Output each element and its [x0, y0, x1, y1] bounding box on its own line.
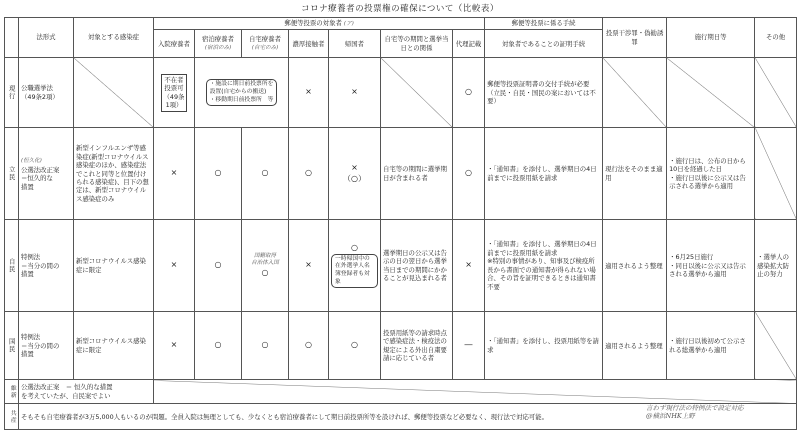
cdp-law: [19, 128, 74, 220]
header-effective-date: 施行期日等: [667, 18, 755, 58]
ldp-other: ・選挙人の感染拡大防止の努力: [755, 220, 797, 312]
header-row-1: [5, 18, 797, 30]
header-home-relation: 自宅等の期間と選挙当日との関係: [381, 30, 453, 58]
dpp-law: 特例法 ＝当分の間の 措置: [19, 312, 74, 380]
cdp-returnee: × （○）: [329, 128, 381, 220]
header-hospital: 入院療養者: [154, 30, 195, 58]
current-lodging-rounded-box: ・施設に期日前投票所を 設置(自宅からの搬送) ・移動期日前投票所 等: [206, 79, 278, 106]
ldp-relation: 選挙期日の公示又は告示の日の翌日から選挙当日までの期間にかかることが見込まれる者: [381, 220, 453, 312]
ldp-returnee-note: 一時帰国中の在外選挙人名簿登録者も対象: [331, 254, 378, 289]
current-proxy: ○: [453, 58, 485, 128]
current-other-na: [755, 58, 797, 128]
cdp-law-handwritten: (恒久化): [21, 158, 42, 165]
header-lodging-label: 宿泊療養者: [202, 34, 234, 43]
ldp-proxy: ×: [453, 220, 485, 312]
dpp-home: ○: [242, 312, 289, 380]
row-label-ldp: 自民: [5, 220, 19, 312]
header-close-contact: 濃厚接触者: [289, 30, 329, 58]
cdp-proof: ・「通知書」を添付し、選挙期日の4日前までに投票用紙を請求: [485, 128, 603, 220]
dpp-proof: ・「通知書」を添付し、投票用紙等を請求: [485, 312, 603, 380]
dpp-lodging: ○: [195, 312, 242, 380]
table-row-current: [5, 58, 797, 128]
current-returnee: ×: [329, 58, 381, 128]
ldp-disease: 新型コロナウイルス感染症に限定: [74, 220, 154, 312]
current-penalty-na: [603, 58, 667, 128]
ldp-home-handwritten: 国籍取得 自治体入国: [251, 253, 279, 267]
dpp-relation: 投票用紙等の請求時点で感染症法・検疫法の規定による外出自粛要請に応じている者: [381, 312, 453, 380]
header-procedure-group: 郵便等投票に係る手続: [485, 18, 603, 30]
ldp-home: [242, 220, 289, 312]
header-home-handwritten: (自宅のみ): [251, 45, 279, 52]
header-postal-voters-label: 郵便等投票の対象者: [284, 19, 342, 27]
ldp-home-mark: ○: [261, 267, 269, 277]
ldp-returnee: [329, 220, 381, 312]
ldp-law: 特例法 ＝当分の間の 措置: [19, 220, 74, 312]
dpp-disease: 新型コロナウイルス感染症に限定: [74, 312, 154, 380]
handwritten-bottom-note: 言わず現行法の特例法で設定対応 @横浜NHK上野: [646, 404, 744, 421]
row-label-ishin: 維新: [5, 380, 19, 404]
header-postal-handwritten: (ア): [343, 21, 354, 27]
header-proof-method: 対象者であることの証明手続: [485, 30, 603, 58]
header-returnee: 帰国者: [329, 30, 381, 58]
cdp-proxy: ○: [453, 128, 485, 220]
header-target-disease: 対象とする感染症: [74, 18, 154, 58]
current-lodging-note: [195, 58, 289, 128]
ldp-close-contact: ×: [289, 220, 329, 312]
header-law-type: 法形式: [19, 18, 74, 58]
current-close-contact: ×: [289, 58, 329, 128]
cdp-law-text: 公選法改正案 ＝恒久的な 措置: [21, 165, 60, 191]
cdp-penalty: 現行法をそのまま適用: [603, 128, 667, 220]
row-label-dpp: 国民: [5, 312, 19, 380]
ishin-rest-na: [154, 380, 797, 404]
row-label-jcp: 共産: [5, 404, 19, 430]
cdp-effective: ・施行日は、公布の日から10日を経過した日 ・施行日以後に公示又は告示される選挙から適用: [667, 128, 755, 220]
ldp-returnee-mark: ○: [351, 243, 358, 253]
header-lodging: [195, 30, 242, 58]
table-row-ishin: [5, 380, 797, 404]
ldp-lodging: ○: [195, 220, 242, 312]
current-hospital: [154, 58, 195, 128]
header-other: その他: [755, 18, 797, 58]
header-lodging-handwritten: (宿泊のみ): [204, 45, 232, 52]
current-hospital-absentee-box: 不在者 投票可 （49条 1項）: [161, 74, 188, 112]
table-row-cdp: [5, 128, 797, 220]
dpp-effective: ・施行日以後初めて公示される総選挙から適用: [667, 312, 755, 380]
ldp-hospital: ×: [154, 220, 195, 312]
jcp-law: そもそも自宅療養者が3万5,000人もいるのが問題。全員入院は無理としても、少なくとも宿泊療養者にして期日前投票所等を設ければ、郵便等投票など必要なく、現行法で対応可能。: [19, 404, 797, 430]
cdp-relation: 自宅等の期間に選挙期日が含まれる者: [381, 128, 453, 220]
page-title: コロナ療養者の投票権の確保について（比較表）: [301, 4, 499, 14]
ldp-proof: ・「通知書」を添付し、選挙期日の4日前までに投票用紙を請求 ※特別の事情があり、知事及び検疫所長から書面での通知書が得られない場合、その旨を証明できるときは通知書不要: [485, 220, 603, 312]
header-postal-voters-group: [154, 18, 485, 30]
header-interference-penalty: 投票干渉罪・偽勧誘罪: [603, 18, 667, 58]
header-corner: [5, 18, 19, 58]
header-home: [242, 30, 289, 58]
ldp-penalty: 適用されるよう整理: [603, 220, 667, 312]
current-relation-na: [381, 58, 453, 128]
table-row-ldp: [5, 220, 797, 312]
comparison-table: [4, 17, 797, 430]
cdp-lodging: ○: [195, 128, 242, 220]
current-disease-na: [74, 58, 154, 128]
cdp-close-contact: ○: [289, 128, 329, 220]
cdp-home: ○: [242, 128, 289, 220]
dpp-penalty: 適用されるよう整理: [603, 312, 667, 380]
cdp-hospital: ×: [154, 128, 195, 220]
row-label-current: 現行: [5, 58, 19, 128]
header-proxy: 代理記載: [453, 30, 485, 58]
dpp-hospital: ×: [154, 312, 195, 380]
row-label-cdp: 立民: [5, 128, 19, 220]
current-law: 公職選挙法 （49条2項）: [19, 58, 74, 128]
current-effective-na: [667, 58, 755, 128]
dpp-returnee: ○: [329, 312, 381, 380]
dpp-close-contact: ○: [289, 312, 329, 380]
dpp-proxy: ―: [453, 312, 485, 380]
current-proof: 郵便等投票証明書の交付手続が必要 （立民・自民・国民の案においては不要）: [485, 58, 603, 128]
header-home-label: 自宅療養者: [249, 34, 281, 43]
dpp-other-na: [755, 312, 797, 380]
ishin-law: 公選法改正案 ＝ 恒久的な措置 を考えていたが、自民案でよい: [19, 380, 154, 404]
cdp-disease: 新型インフルエンザ等感染症(新型コロナウイルス感染症のほか、感染症法でこれと同等と位置付けられる感染症)、目下の想定は、新型コロナウイルス感染症のみ: [74, 128, 154, 220]
table-row-dpp: [5, 312, 797, 380]
ldp-effective: ・6月25日施行 ・同日以後に公示又は告示される選挙から適用: [667, 220, 755, 312]
cdp-other-na: [755, 128, 797, 220]
